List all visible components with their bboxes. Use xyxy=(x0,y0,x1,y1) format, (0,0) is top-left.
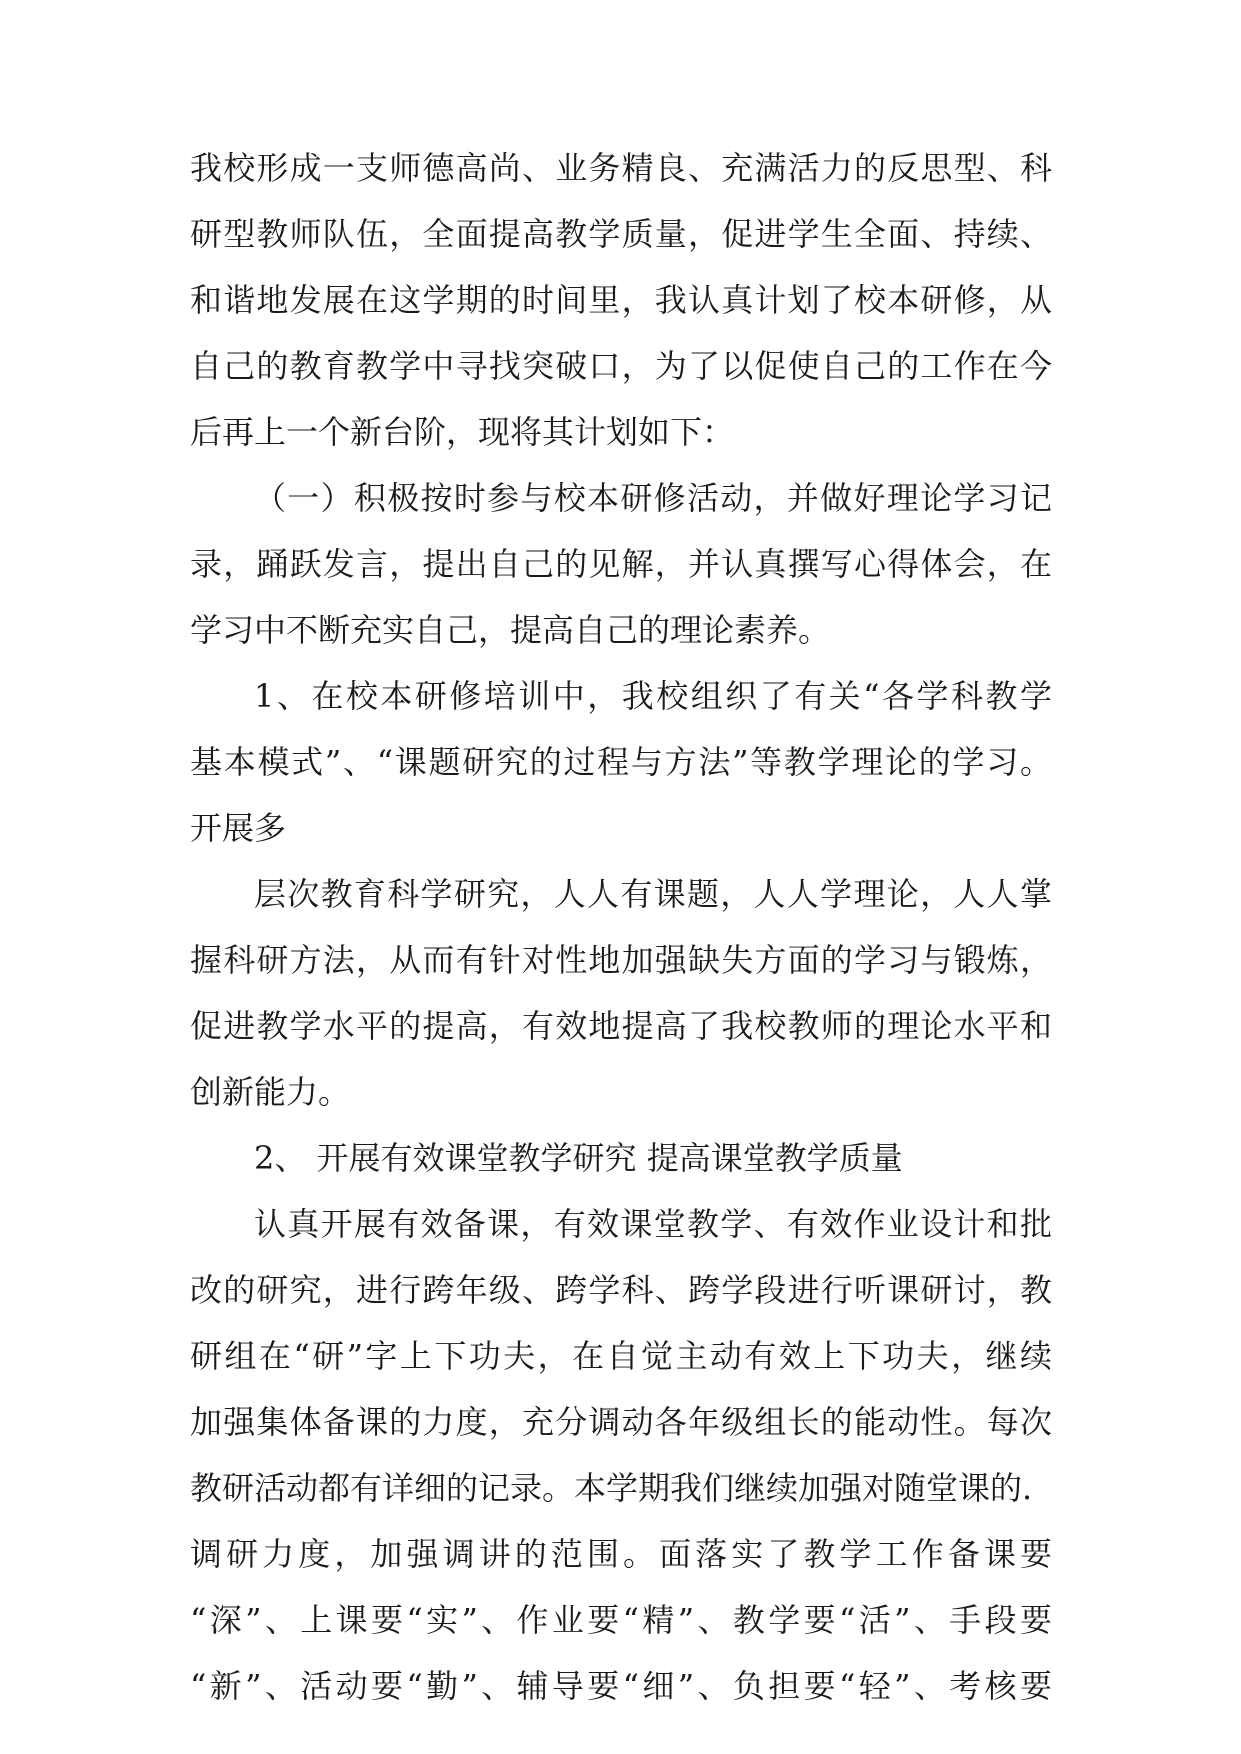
text-line: 研组在“研”字上下功夫，在自觉主动有效上下功夫，继续 xyxy=(190,1337,1052,1375)
paragraph-heading: （一）积极按时参与校本研修活动，并做好理论学习记 xyxy=(254,479,1052,517)
text-line: “新”、活动要“勤”、辅导要“细”、负担要“轻”、考核要 xyxy=(190,1667,1052,1705)
numbered-item: 1、在校本研修培训中，我校组织了有关“各学科教学 xyxy=(254,677,1052,715)
text-line: 改的研究，进行跨年级、跨学科、跨学段进行听课研讨，教 xyxy=(190,1271,1052,1309)
text-line: “深”、上课要“实”、作业要“精”、教学要“活”、手段要 xyxy=(190,1601,1052,1639)
text-line: 教研活动都有详细的记录。本学期我们继续加强对随堂课的. xyxy=(190,1469,1033,1507)
text-line: 认真开展有效备课，有效课堂教学、有效作业设计和批 xyxy=(254,1205,1052,1243)
text-line: 录，踊跃发言，提出自己的见解，并认真撰写心得体会，在 xyxy=(190,545,1052,583)
text-line: 学习中不断充实自己，提高自己的理论素养。 xyxy=(190,611,831,649)
text-line: 促进教学水平的提高，有效地提高了我校教师的理论水平和 xyxy=(190,1007,1052,1045)
text-line: 加强集体备课的力度，充分调动各年级组长的能动性。每次 xyxy=(190,1403,1052,1441)
text-line: 研型教师队伍，全面提高教学质量，促进学生全面、持续、 xyxy=(190,215,1052,253)
text-line: 创新能力。 xyxy=(190,1073,351,1111)
text-line: 自己的教育教学中寻找突破口，为了以促使自己的工作在今 xyxy=(190,347,1052,385)
text-line: 开展多 xyxy=(190,809,287,847)
text-line: 我校形成一支师德高尚、业务精良、充满活力的反思型、科 xyxy=(190,149,1052,187)
text-line: 基本模式”、“课题研究的过程与方法”等教学理论的学习。 xyxy=(190,743,1052,781)
text-line: 和谐地发展在这学期的时间里，我认真计划了校本研修，从 xyxy=(190,281,1052,319)
text-line: 层次教育科学研究，人人有课题，人人学理论，人人掌 xyxy=(254,875,1052,913)
text-line: 调研力度，加强调讲的范围。面落实了教学工作备课要 xyxy=(190,1535,1052,1573)
text-line: 后再上一个新台阶，现将其计划如下： xyxy=(190,413,735,451)
text-line: 握科研方法，从而有针对性地加强缺失方面的学习与锻炼， xyxy=(190,941,1052,979)
numbered-item: 2、 开展有效课堂教学研究 提高课堂教学质量 xyxy=(254,1139,903,1177)
